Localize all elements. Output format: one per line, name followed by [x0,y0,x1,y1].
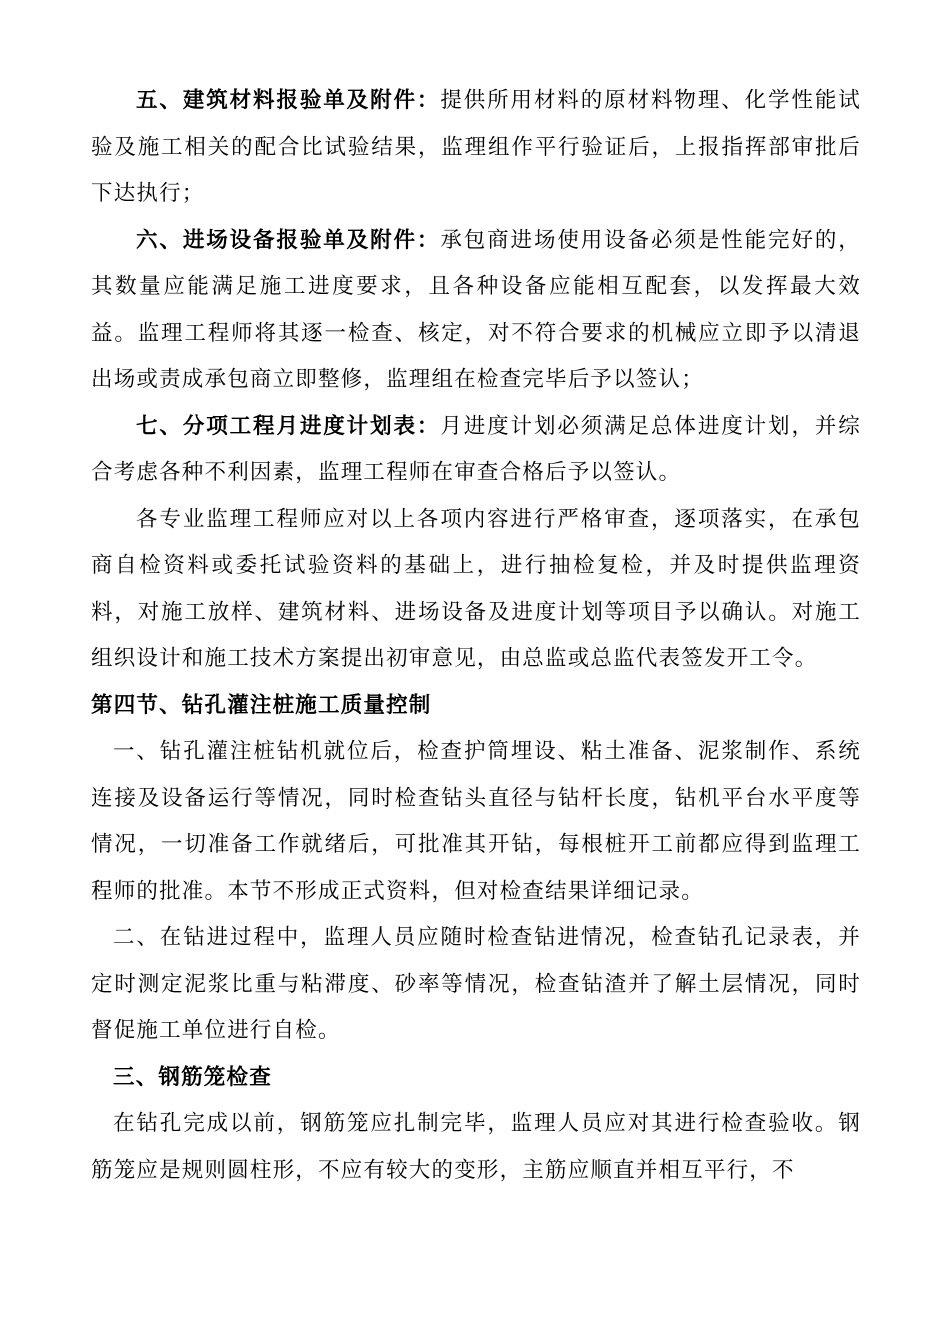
item-seven-paragraph [91,404,861,497]
section-paragraph-one: 一、钻孔灌注桩钻机就位后，检查护筒埋设、粘土准备、泥浆制作、系统连接及设备运行等情况，同时检查钻头直径与钻杆长度，钻机平台水平度等情况，一切准备工作就绪后，可批准其开钻，每根桩开工前都应得到监理工程师的批准。本节不形成正式资料，但对检查结果详细记录。 [91,739,861,904]
item-six-paragraph [91,218,861,404]
summary-paragraph: 各专业监理工程师应对以上各项内容进行严格审查，逐项落实，在承包商自检资料或委托试验资料的基础上，进行抽检复检，并及时提供监理资料，对施工放样、建筑材料、进场设备及进度计划等项目予以确认。对施工组织设计和施工技术方案提出初审意见，由总监或总监代表签发开工令。 [91,506,861,671]
section-heading: 第四节、钻孔灌注桩施工质量控制 [91,692,432,718]
subsection-heading: 三、钢筋笼检查 [113,1064,272,1090]
item-five-lead: 五、建筑材料报验单及附件： [136,88,441,113]
section-paragraph-two: 二、在钻进过程中，监理人员应随时检查钻进情况，检查钻孔记录表，并定时测定泥浆比重与粘滞度、砂率等情况，检查钻渣并了解土层情况，同时督促施工单位进行自检。 [91,925,861,1043]
item-seven-lead: 七、分项工程月进度计划表： [136,413,441,439]
document-page [91,78,861,1194]
item-seven-text: 月进度计划必须满足总体进度计划，并综合考虑各种不利因素，监理工程师在审查合格后予以签认。 [91,413,861,485]
item-five-text: 提供所用材料的原材料物理、化学性能试验及施工相关的配合比试验结果，监理组作平行验证后，上报指挥部审批后下达执行； [91,88,861,206]
subsection-paragraph: 在钻孔完成以前，钢筋笼应扎制完毕，监理人员应对其进行检查验收。钢筋笼应是规则圆柱形，不应有较大的变形，主筋应顺直并相互平行，不 [91,1111,861,1183]
item-six-text: 承包商进场使用设备必须是性能完好的，其数量应能满足施工进度要求，且各种设备应能相互配套，以发挥最大效益。监理工程师将其逐一检查、核定，对不符合要求的机械应立即予以清退出场或责成承包商立即整修，监理组在检查完毕后予以签认； [91,227,861,392]
item-six-lead: 六、进场设备报验单及附件： [136,227,441,253]
item-five-paragraph [91,78,861,218]
